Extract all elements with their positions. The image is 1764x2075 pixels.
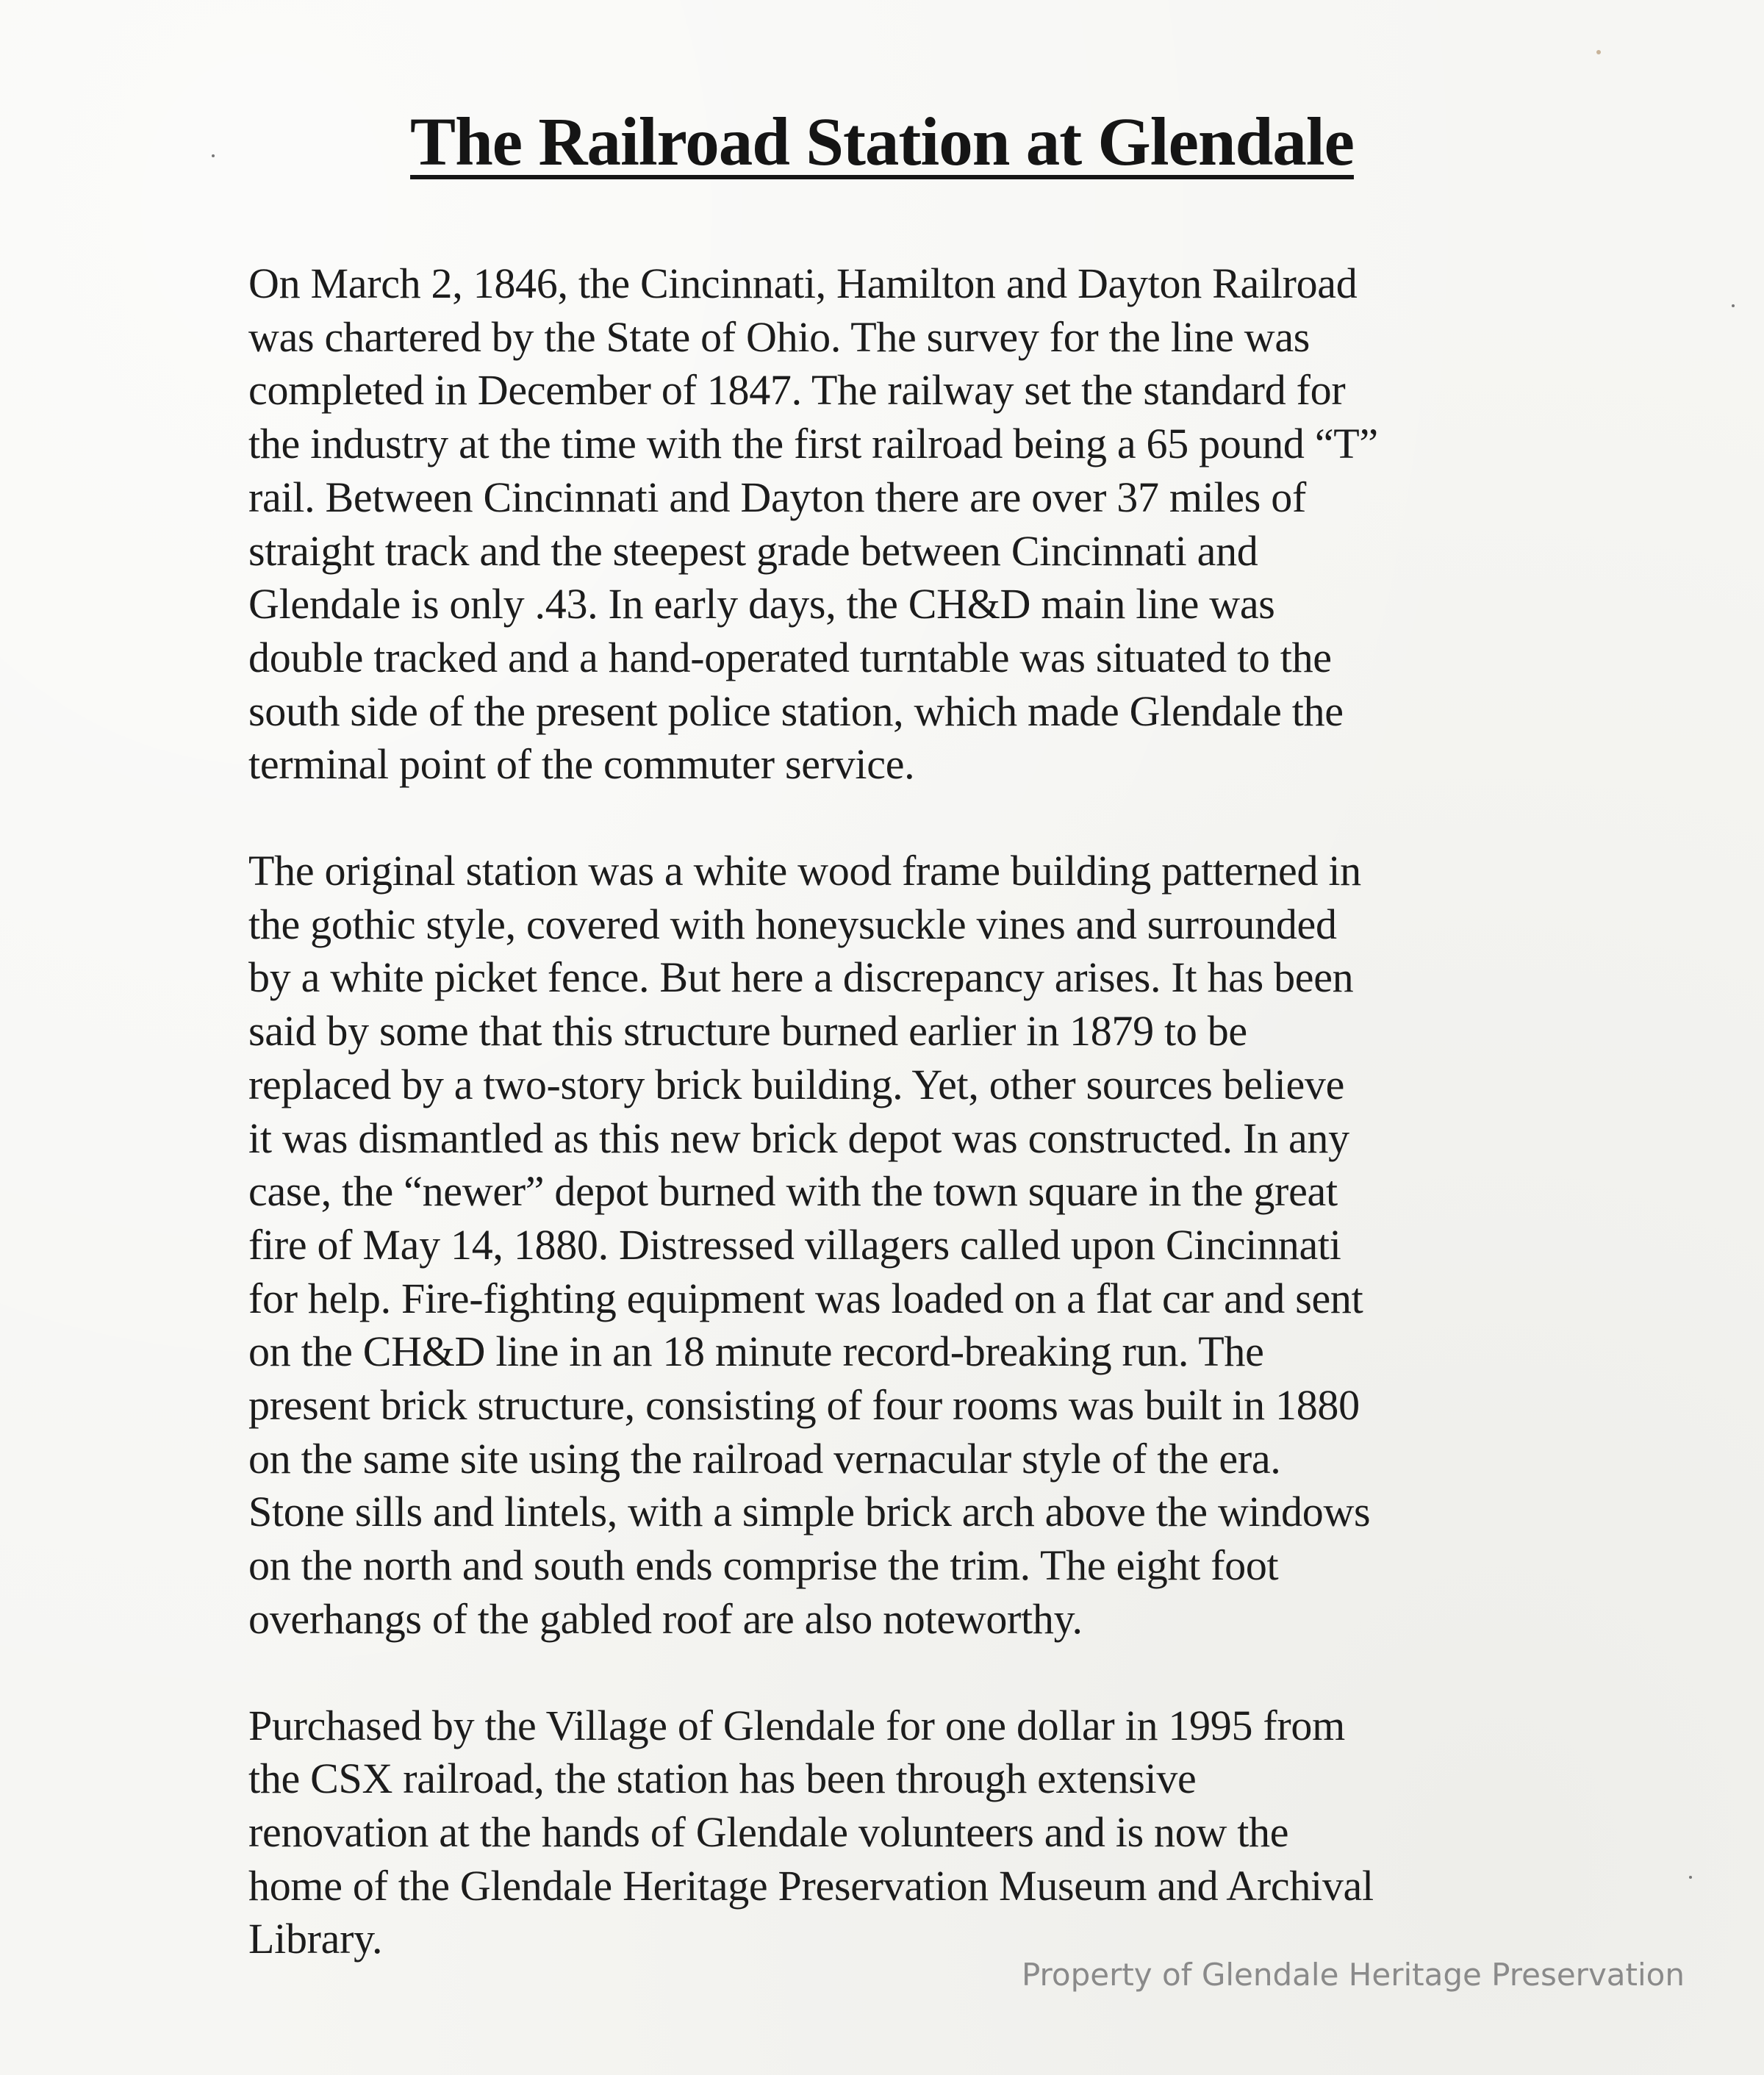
text-line: the CSX railroad, the station has been through extensive (248, 1755, 1197, 1803)
ownership-watermark: Property of Glendale Heritage Preservation (1021, 1957, 1685, 1993)
text-line: south side of the present police station, which made Glendale the (248, 687, 1344, 735)
text-line: Stone sills and lintels, with a simple brick arch above the windows (248, 1488, 1371, 1536)
text-line: Glendale is only .43. In early days, the CH&D main line was (248, 580, 1275, 628)
document-title (0, 103, 1764, 182)
text-line: home of the Glendale Heritage Preservation Museum and Archival (248, 1861, 1374, 1910)
paragraph-3 (248, 1699, 1513, 1967)
text-line: On March 2, 1846, the Cincinnati, Hamilton and Dayton Railroad (248, 259, 1358, 307)
text-line: the industry at the time with the first railroad being a 65 pound “T” (248, 420, 1378, 468)
text-line: Purchased by the Village of Glendale for one dollar in 1995 from (248, 1701, 1345, 1749)
document-body (248, 257, 1513, 2019)
paragraph-1 (248, 257, 1513, 792)
text-line: by a white picket fence. But here a discrepancy arises. It has been (248, 953, 1354, 1002)
text-line: The original station was a white wood frame building patterned in (248, 847, 1361, 895)
text-line: fire of May 14, 1880. Distressed villagers called upon Cincinnati (248, 1220, 1341, 1269)
text-line: was chartered by the State of Ohio. The survey for the line was (248, 312, 1311, 361)
text-line: Library. (248, 1915, 383, 1963)
text-line: overhangs of the gabled roof are also noteworthy. (248, 1594, 1083, 1643)
text-line: on the same site using the railroad vernacular style of the era. (248, 1434, 1281, 1483)
paragraph-2 (248, 845, 1513, 1646)
text-line: on the north and south ends comprise the trim. The eight foot (248, 1541, 1279, 1590)
text-line: completed in December of 1847. The railway set the standard for (248, 366, 1346, 415)
text-line: on the CH&D line in an 18 minute record-breaking run. The (248, 1327, 1264, 1376)
text-line: said by some that this structure burned earlier in 1879 to be (248, 1007, 1247, 1056)
scan-speck (1689, 1876, 1692, 1879)
scan-speck (1596, 50, 1601, 54)
document-title-text: The Railroad Station at Glendale (410, 104, 1354, 180)
text-line: rail. Between Cincinnati and Dayton there are over 37 miles of (248, 473, 1306, 521)
text-line: straight track and the steepest grade between Cincinnati and (248, 526, 1258, 575)
scan-speck (212, 154, 215, 157)
scan-speck (1732, 304, 1735, 307)
text-line: present brick structure, consisting of four rooms was built in 1880 (248, 1381, 1360, 1430)
text-line: the gothic style, covered with honeysuckle vines and surrounded (248, 900, 1337, 948)
text-line: double tracked and a hand-operated turntable was situated to the (248, 633, 1332, 681)
text-line: it was dismantled as this new brick depot was constructed. In any (248, 1114, 1349, 1162)
text-line: replaced by a two-story brick building. Yet, other sources believe (248, 1060, 1345, 1108)
text-line: renovation at the hands of Glendale volunteers and is now the (248, 1807, 1289, 1856)
text-line: for help. Fire-fighting equipment was loaded on a flat car and sent (248, 1274, 1363, 1322)
text-line: case, the “newer” depot burned with the town square in the great (248, 1167, 1338, 1216)
text-line: terminal point of the commuter service. (248, 740, 915, 789)
